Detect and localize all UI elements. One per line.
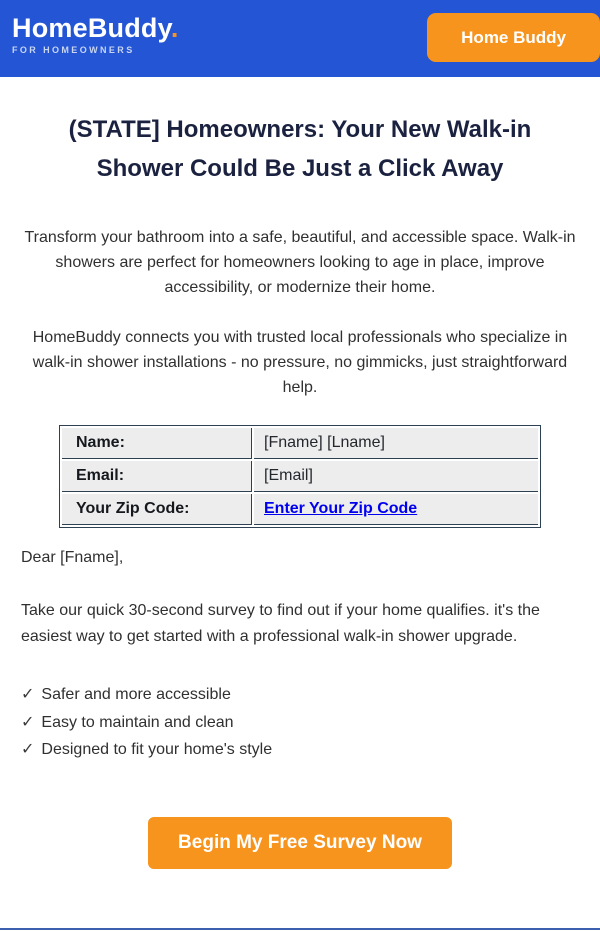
brand-logo-text	[12, 13, 179, 43]
table-row-zip	[62, 494, 538, 525]
email-value: [Email]	[254, 461, 538, 492]
brand-name: HomeBuddy	[12, 13, 171, 43]
header	[0, 0, 600, 77]
benefit-text: Designed to fit your home's style	[41, 741, 273, 758]
check-icon: ✓	[21, 741, 35, 758]
page-title: (STATE] Homeowners: Your New Walk-in Shower Could Be Just a Click Away	[68, 116, 532, 182]
list-item	[21, 736, 579, 764]
intro-paragraph-2: HomeBuddy connects you with trusted local professionals who specialize in walk-in shower installations - no pressure, no gimmicks, just straightforward help.	[32, 329, 568, 396]
benefits-list	[21, 681, 579, 764]
list-item	[21, 709, 579, 737]
check-icon: ✓	[21, 686, 35, 703]
brand-tagline: FOR HOMEOWNERS	[12, 45, 135, 55]
email-label: Email:	[62, 461, 252, 492]
greeting-text: Dear [Fname],	[21, 549, 124, 566]
benefit-text: Safer and more accessible	[41, 686, 231, 703]
intro-paragraph-1: Transform your bathroom into a safe, beautiful, and accessible space. Walk-in showers are perfect for homeowners looking to age in place, improve accessibility, or modernize their home.	[24, 229, 576, 296]
brand-logo	[12, 13, 179, 55]
survey-paragraph: Take our quick 30-second survey to find out if your home qualifies. it's the easiest way to get started with a professional walk-in shower upgrade.	[21, 602, 540, 645]
header-home-buddy-button[interactable]: Home Buddy	[427, 13, 600, 62]
name-label: Name:	[62, 428, 252, 459]
footer-divider	[0, 928, 600, 930]
recipient-info-section	[21, 425, 579, 528]
zip-label: Your Zip Code:	[62, 494, 252, 525]
zip-code-link[interactable]: Enter Your Zip Code	[264, 500, 418, 517]
main-content	[0, 110, 600, 869]
brand-dot: .	[170, 13, 179, 43]
table-row-name	[62, 428, 538, 459]
name-value: [Fname] [Lname]	[254, 428, 538, 459]
recipient-info-table	[59, 425, 541, 528]
benefit-text: Easy to maintain and clean	[41, 713, 234, 731]
check-icon: ✓	[21, 713, 35, 731]
list-item	[21, 681, 579, 709]
table-row-email	[62, 461, 538, 492]
begin-survey-button[interactable]: Begin My Free Survey Now	[148, 817, 452, 869]
